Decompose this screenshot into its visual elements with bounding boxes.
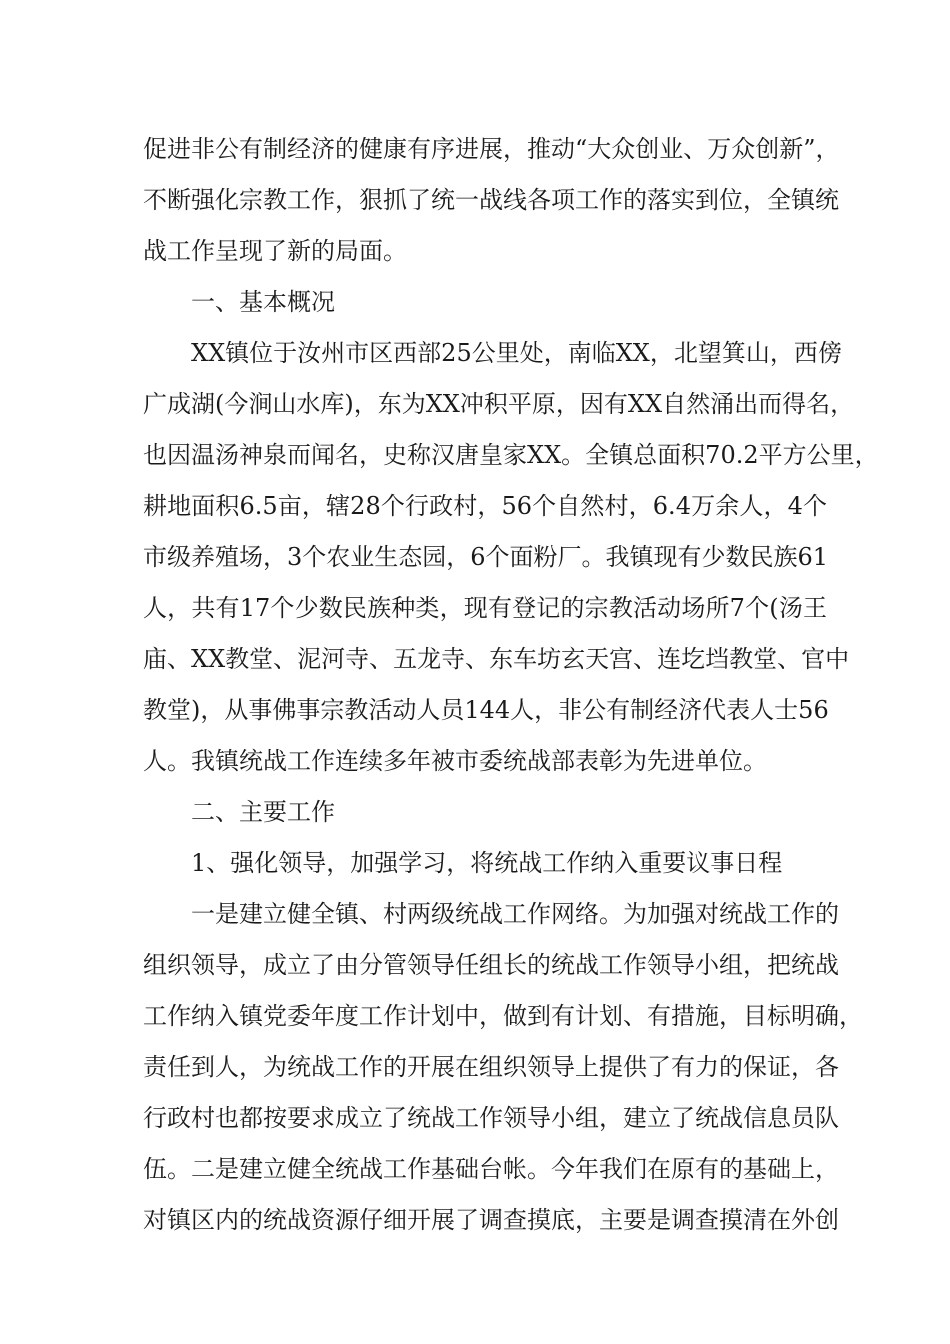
- text-line: 伍。二是建立健全统战工作基础台帐。今年我们在原有的基础上，: [143, 1155, 839, 1183]
- text-line: 对镇区内的统战资源仔细开展了调查摸底，主要是调查摸清在外创: [143, 1206, 839, 1234]
- text-line: 行政村也都按要求成立了统战工作领导小组，建立了统战信息员队: [143, 1104, 839, 1132]
- text-line: 组织领导，成立了由分管领导任组长的统战工作领导小组，把统战: [143, 951, 839, 979]
- section-heading-basic-overview: 一、基本概况: [191, 288, 335, 316]
- text-line: 人。我镇统战工作连续多年被市委统战部表彰为先进单位。: [143, 747, 767, 775]
- text-line: 促进非公有制经济的健康有序进展，推动“大众创业、万众创新”，: [143, 135, 840, 163]
- text-line: 市级养殖场，3个农业生态园，6个面粉厂。我镇现有少数民族61: [143, 543, 829, 571]
- text-line: 工作纳入镇党委年度工作计划中，做到有计划、有措施，目标明确，: [143, 1002, 863, 1030]
- text-line: 庙、XX教堂、泥河寺、五龙寺、东车坊玄天宫、连圪垱教堂、官中: [143, 645, 850, 673]
- text-line: 责任到人，为统战工作的开展在组织领导上提供了有力的保证，各: [143, 1053, 839, 1081]
- text-line: 不断强化宗教工作，狠抓了统一战线各项工作的落实到位，全镇统: [143, 186, 839, 214]
- text-line: XX镇位于汝州市区西部25公里处，南临XX，北望箕山，西傍: [191, 339, 842, 367]
- text-line: 人，共有17个少数民族种类，现有登记的宗教活动场所7个(汤王: [143, 594, 827, 622]
- text-line: 耕地面积6.5亩，辖28个行政村，56个自然村，6.4万余人，4个: [143, 492, 827, 520]
- section-heading-main-work: 二、主要工作: [191, 798, 335, 826]
- text-line: 教堂)，从事佛事宗教活动人员144人，非公有制经济代表人士56: [143, 696, 829, 724]
- text-line: 广成湖(今涧山水库)，东为XX冲积平原，因有XX自然涌出而得名，: [143, 390, 855, 418]
- document-body: [143, 124, 879, 1246]
- text-line: 战工作呈现了新的局面。: [143, 237, 407, 265]
- text-line: 一是建立健全镇、村两级统战工作网络。为加强对统战工作的: [191, 900, 839, 928]
- text-line: 也因温汤神泉而闻名，史称汉唐皇家XX。全镇总面积70.2平方公里，: [143, 441, 879, 469]
- subsection-heading: 1、强化领导，加强学习，将统战工作纳入重要议事日程: [191, 849, 783, 877]
